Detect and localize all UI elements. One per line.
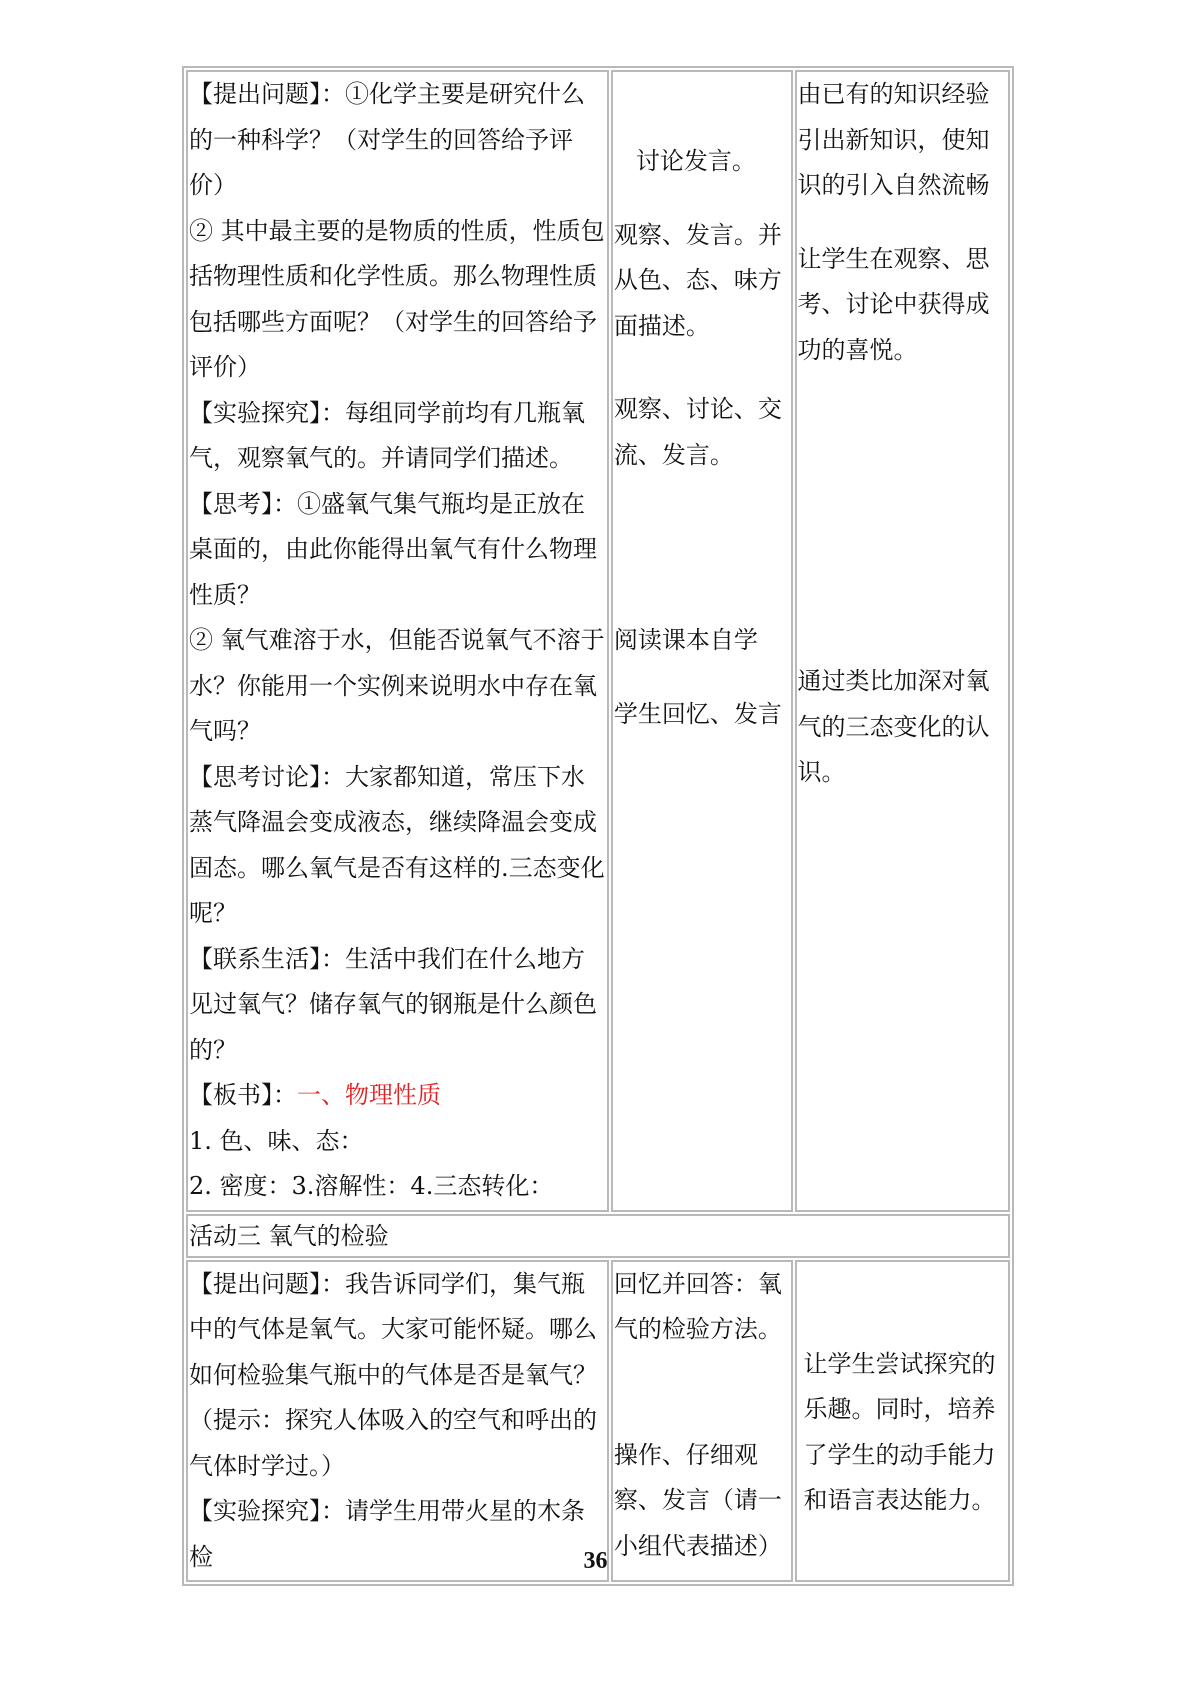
page-number: 36 — [583, 1548, 608, 1574]
student-activity-text: 操作、仔细观察、发言（请一小组代表描述） — [613, 1440, 782, 1560]
design-intent-text: 由已有的知识经验引出新知识，使知识的引入自然流畅 — [797, 80, 990, 199]
student-activity-text: 学生回忆、发言 — [613, 699, 782, 728]
teacher-paragraph: 【实验探究】：每组同学前均有几瓶氧气，观察氧气的。并请同学们描述。 — [189, 398, 585, 472]
board-item: 1. 色、味、态： — [189, 1126, 364, 1155]
student-activity-text: 观察、讨论、交流、发言。 — [613, 395, 782, 469]
teacher-paragraph: 【实验探究】：请学生用带火星的木条检 — [189, 1497, 585, 1571]
design-intent-cell — [795, 1260, 1011, 1583]
teacher-paragraph: 【思考讨论】：大家都知道，常压下水蒸气降温会变成液态，继续降温会变成固态。哪么氧气是否有这样的.三态变化呢？ — [189, 762, 605, 927]
student-activity-text: 观察、发言。并从色、态、味方面描述。 — [613, 220, 782, 340]
teacher-paragraph: 【提出问题】：①化学主要是研究什么的一种科学？（对学生的回答给予评价） — [189, 80, 585, 199]
student-activity-text: 回忆并回答：氧气的检验方法。 — [613, 1269, 782, 1343]
teacher-paragraph: ② 其中最主要的是物质的性质，性质包括物理性质和化学性质。那么物理性质包括哪些方面呢？（对学生的回答给予评价） — [189, 216, 605, 381]
activity-two-row — [186, 70, 1010, 1212]
student-activity-cell — [611, 1260, 793, 1583]
design-intent-cell — [795, 70, 1011, 1212]
teacher-paragraph: 【联系生活】：生活中我们在什么地方见过氧气？储存氧气的钢瓶是什么颜色的？ — [189, 944, 597, 1064]
teacher-paragraph: 【提出问题】：我告诉同学们，集气瓶中的气体是氧气。大家可能怀疑。哪么如何检验集气瓶中的气体是否是氧气？（提示：探究人体吸入的空气和呼出的气体时学过。） — [189, 1269, 597, 1480]
design-intent-text: 让学生在观察、思考、讨论中获得成功的喜悦。 — [797, 244, 990, 364]
board-item: 2. 密度：3.溶解性：4.三态转化： — [189, 1172, 554, 1200]
student-activity-text: 讨论发言。 — [635, 147, 756, 175]
lesson-plan-table — [182, 66, 1014, 1586]
activity-three-header-row — [186, 1214, 1010, 1258]
teacher-paragraph: 【思考】：①盛氧气集气瓶均是正放在桌面的，由此你能得出氧气有什么物理性质？ — [189, 489, 597, 609]
board-heading: 【板书】：一、物理性质 — [189, 1081, 441, 1109]
student-activity-cell — [611, 70, 793, 1212]
teacher-paragraph: ② 氧气难溶于水，但能否说氧气不溶于水？你能用一个实例来说明水中存在氧气吗？ — [189, 626, 605, 745]
activity-three-row — [186, 1260, 1010, 1583]
design-intent-text: 让学生尝试探究的乐趣。同时，培养了学生的动手能力和语言表达能力。 — [803, 1349, 996, 1514]
student-activity-text: 阅读课本自学 — [613, 626, 758, 654]
teacher-activity-cell — [186, 70, 609, 1212]
design-intent-text: 通过类比加深对氧气的三态变化的认识。 — [797, 667, 990, 786]
teacher-activity-cell — [186, 1260, 609, 1583]
section-title: 活动三 氧气的检验 — [186, 1214, 1010, 1258]
